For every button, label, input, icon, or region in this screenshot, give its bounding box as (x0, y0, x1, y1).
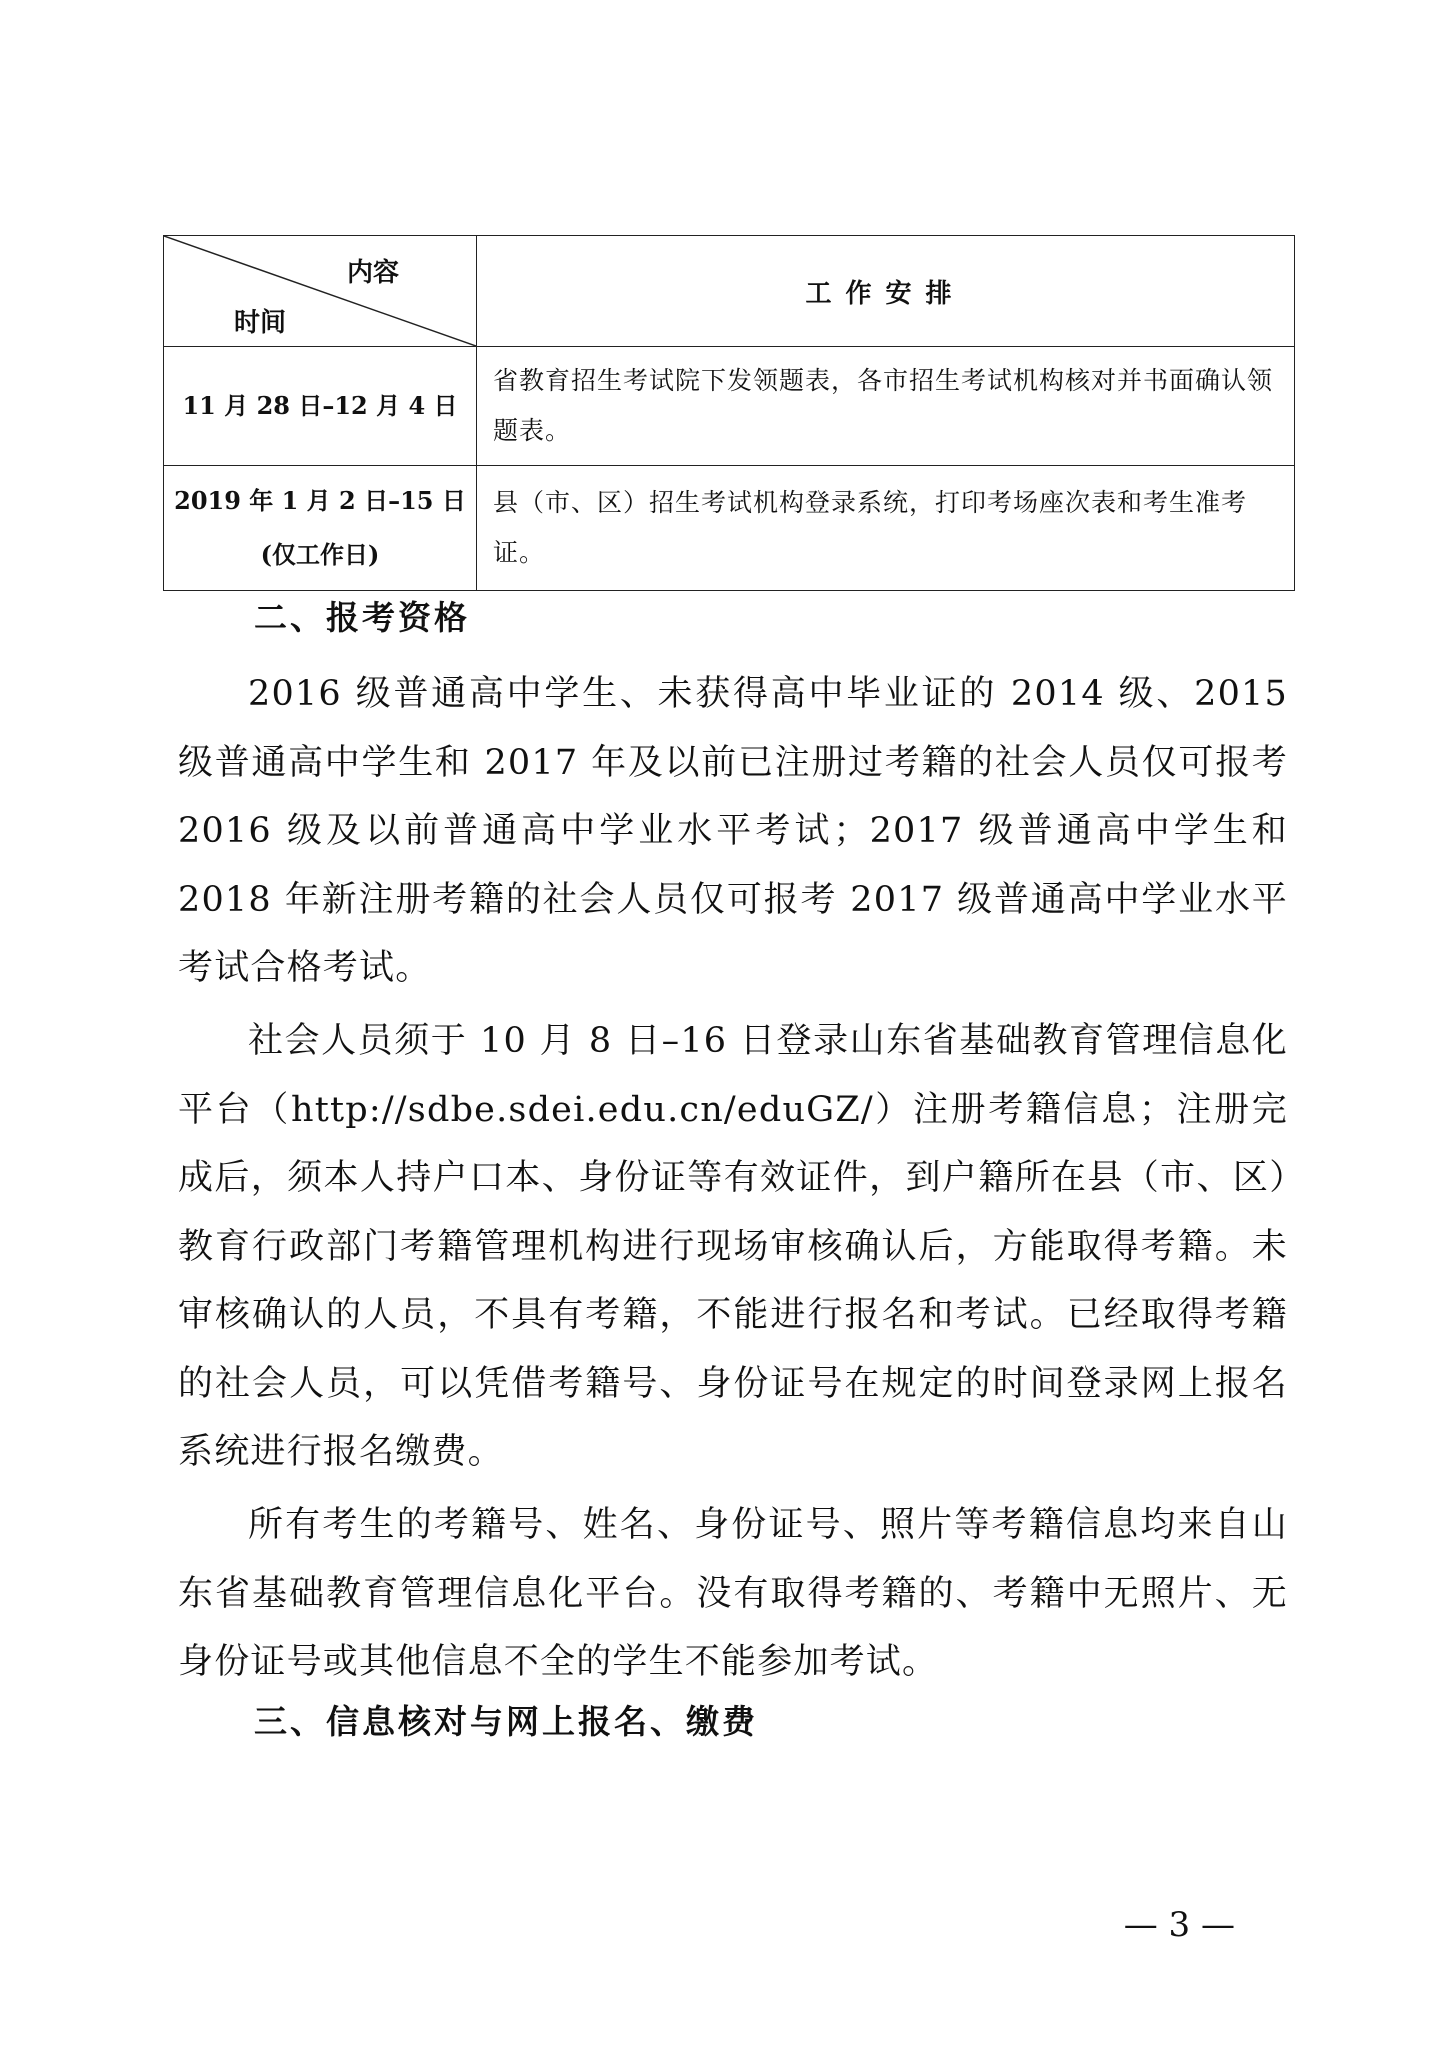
table-row (164, 347, 1295, 466)
header-work-label: 工作安排 (477, 236, 1295, 347)
section2-paragraph-3: 所有考生的考籍号、姓名、身份证号、照片等考籍信息均来自山东省基础教育管理信息化平台。没有取得考籍的、考籍中无照片、无身份证号或其他信息不全的学生不能参加考试。 (178, 1505, 1288, 1682)
row-time-line1: 2019 年 1 月 2 日–15 日 (174, 486, 466, 515)
section2-paragraph-2: 社会人员须于 10 月 8 日–16 日登录山东省基础教育管理信息化平台（http://sdbe.sdei.edu.cn/eduGZ/）注册考籍信息；注册完成后，须本人持户口本、身份证等有效证件，到户籍所在县（市、区）教育行政部门考籍管理机构进行现场审核确认后，方能取得考籍。未审核确认的人员，不具有考籍，不能进行报名和考试。已经取得考籍的社会人员，可以凭借考籍号、身份证号在规定的时间登录网上报名系统进行报名缴费。 (178, 1021, 1288, 1472)
row-time: 11 月 28 日–12 月 4 日 (164, 347, 477, 466)
section2-paragraph-1: 2016 级普通高中学生、未获得高中毕业证的 2014 级、2015 级普通高中学生和 2017 年及以前已注册过考籍的社会人员仅可报考 2016 级及以前普通高中学业水平考试；2017 级普通高中学生和 2018 年新注册考籍的社会人员仅可报考 2017 级普通高中学业水平考试合格考试。 (178, 674, 1288, 988)
schedule-table (163, 235, 1295, 591)
table-row (164, 466, 1295, 591)
header-diagonal-cell (164, 236, 477, 347)
diagonal-line (164, 236, 476, 346)
table-header-row (164, 236, 1295, 347)
header-time-label: 时间 (234, 308, 287, 338)
page-number: — 3 — (1123, 1905, 1235, 1945)
row-work: 省教育招生考试院下发领题表，各市招生考试机构核对并书面确认领题表。 (477, 347, 1295, 466)
section2-heading: 二、报考资格 (254, 598, 470, 637)
header-content-label: 内容 (347, 258, 400, 288)
row-work: 县（市、区）招生考试机构登录系统，打印考场座次表和考生准考证。 (477, 466, 1295, 591)
row-time-line2: (仅工作日) (260, 540, 380, 569)
row-time (164, 466, 477, 591)
section3-heading: 三、信息核对与网上报名、缴费 (254, 1702, 758, 1741)
